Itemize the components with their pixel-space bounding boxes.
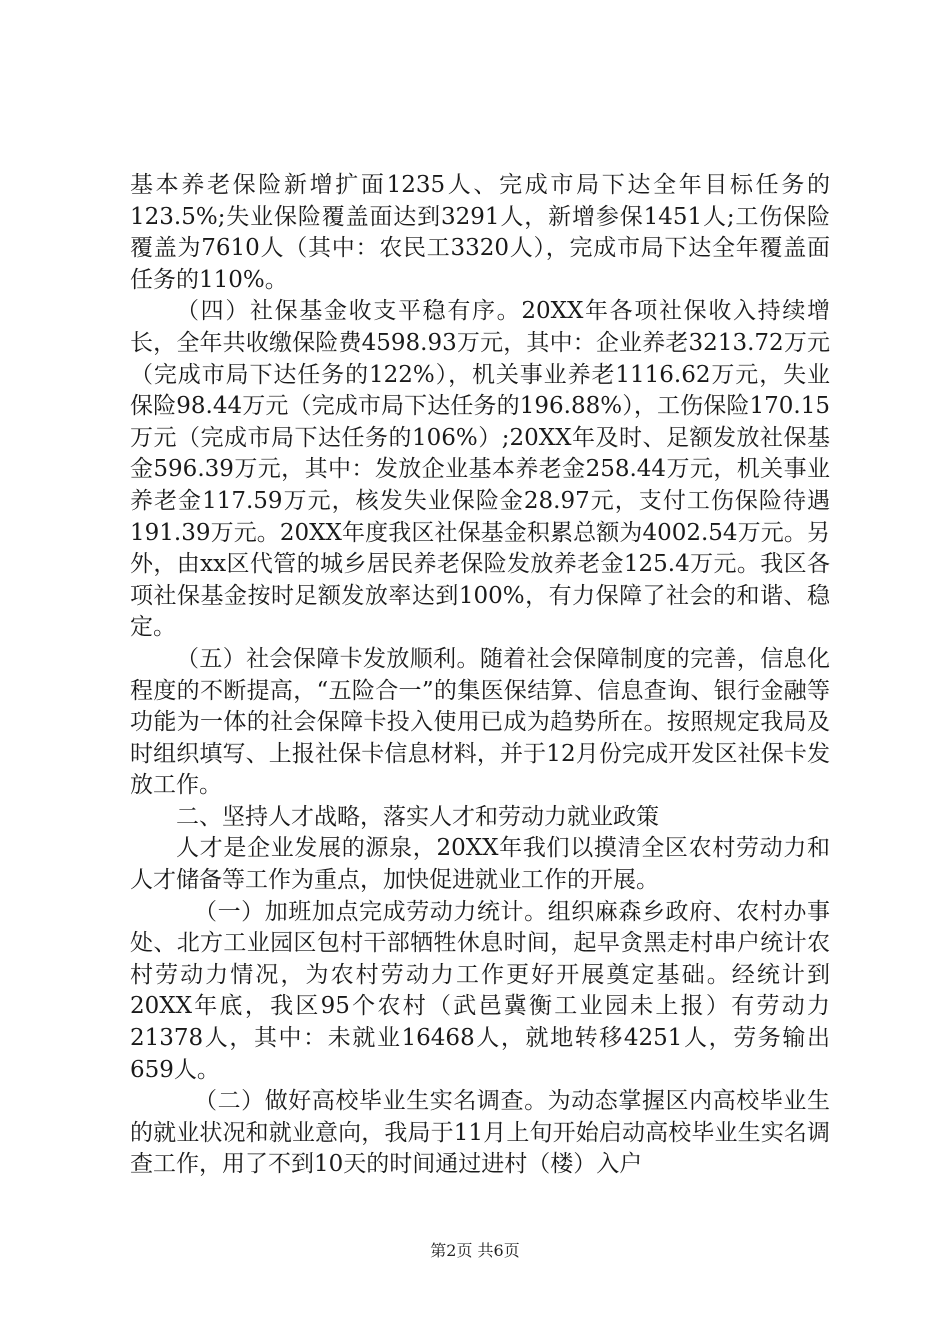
paragraph-insurance-coverage: 基本养老保险新增扩面1235人、完成市局下达全年目标任务的123.5%;失业保险覆盖面达到3291人，新增参保1451人;工伤保险覆盖为7610人（其中：农民工3320人），完成市局下达全年覆盖面任务的110%。 [130, 172, 830, 293]
paragraph-graduate-survey: （二）做好高校毕业生实名调查。为动态掌握区内高校毕业生的就业状况和就业意向，我局于11月上旬开始启动高校毕业生实名调查工作，用了不到10天的时间通过进村（楼）入户 [130, 1088, 830, 1178]
page-number-footer: 第2页 共6页 [430, 1241, 520, 1260]
paragraph-fund-income-expense: （四）社保基金收支平稳有序。20XX年各项社保收入持续增长，全年共收缴保险费4598.93万元，其中：企业养老3213.72万元（完成市局下达任务的122%），机关事业养老1116.62万元，失业保险98.44万元（完成市局下达任务的196.88%），工伤保险170.15万元（完成市局下达任务的106%）;20XX年及时、足额发放社保基金596.39万元，其中：发放企业基本养老金258.44万元，机关事业养老金117.59万元，核发失业保险金28.97元，支付工伤保险待遇191.39万元。20XX年度我区社保基金积累总额为4002.54万元。另外，由xx区代管的城乡居民养老保险发放养老金125.4万元。我区各项社保基金按时足额发放率达到100%，有力保障了社会的和谐、稳定。 [130, 298, 830, 641]
section-heading-talent-strategy: 二、坚持人才战略，落实人才和劳动力就业政策 [176, 803, 659, 830]
paragraph-talent-intro: 人才是企业发展的源泉，20XX年我们以摸清全区农村劳动力和人才储备等工作为重点，加快促进就业工作的开展。 [130, 835, 830, 894]
paragraph-labor-statistics: （一）加班加点完成劳动力统计。组织麻森乡政府、农村办事处、北方工业园区包村干部牺牲休息时间，起早贪黑走村串户统计农村劳动力情况，为农村劳动力工作更好开展奠定基础。经统计到20XX年底，我区95个农村（武邑冀衡工业园未上报）有劳动力21378人，其中：未就业16468人，就地转移4251人，劳务输出659人。 [130, 898, 830, 1083]
paragraph-social-security-card: （五）社会保障卡发放顺利。随着社会保障制度的完善，信息化程度的不断提高，“五险合一”的集医保结算、信息查询、银行金融等功能为一体的社会保障卡投入使用已成为趋势所在。按照规定我局及时组织填写、上报社保卡信息材料，并于12月份完成开发区社保卡发放工作。 [130, 645, 830, 799]
document-body [130, 170, 830, 1181]
